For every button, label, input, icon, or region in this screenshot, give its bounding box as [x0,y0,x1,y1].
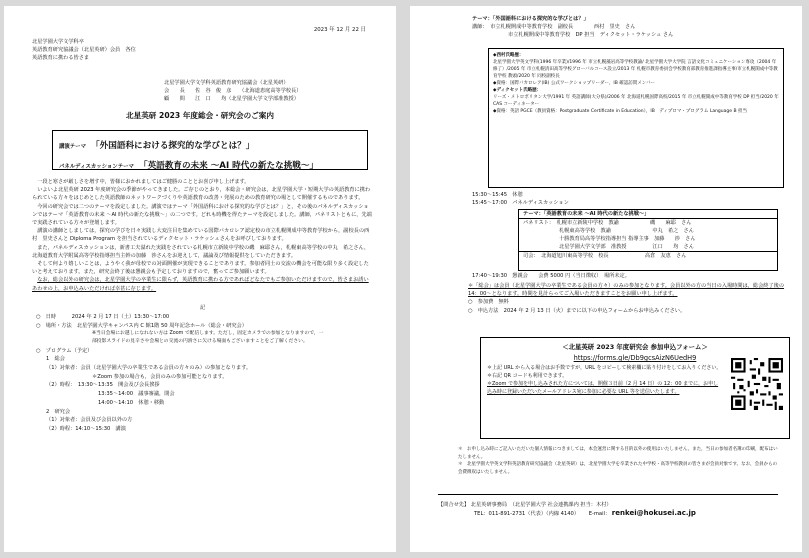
qr-code-icon[interactable] [731,358,783,410]
lecture-theme-text: 「外国語科における探究的な学びとは？」 [91,141,255,151]
note-line: ○ 申込方法 2024 年 2 月 13 日（火）までに以下の申込フォームからお申込みください。 [468,307,686,314]
application-form-box [480,337,790,439]
panelist-table [518,209,778,271]
address-line: 英語教育研究協議会（北星英研）会員 各位 [32,47,136,54]
panel-theme: テーマ：「英語教育の未来 ～AI 時代の新たな挑戦～」 [519,210,777,219]
contact-line [438,509,778,518]
lecture-theme: テーマ：「外国語科における探究的な学びとは？」 [472,16,589,22]
page-title: 北星英研 2023 年度総会・研究会のご案内 [126,111,274,120]
document-date: 2023 年 12 月 22 日 [313,27,366,33]
email-label: E-mail： [588,511,611,518]
party-info: 17:40～19:30 懇親会 会費 5000 円（当日徴収） 場所未定。 [472,273,630,279]
left-page [4,6,396,552]
info-line: 2 研究会 [46,408,71,415]
panel-theme-text: 「英語教育の未来 ～AI 時代の新たな挑戦～」 [138,161,319,171]
panelist-row: 北星学園大学文学部 准教授 江口 均 さん [559,244,694,251]
address-block [32,38,136,62]
lecture-details [472,15,673,39]
info-line: （1）対象者：会員（北星学園大学の卒業生である会員の方々のみ）の参加となります。 [46,365,252,371]
address-line: 北星学園大学文学科卒 [32,39,84,45]
schedule [472,191,569,207]
sender-line: 会 長 佐 谷 俊 彦 （北海道恵庭高等学校長） [164,88,302,95]
ki-heading: 記 [200,305,206,311]
contact-org: 北星英研事務局 （北星学園大学 社会連携課内 担当：木村） [470,502,612,508]
panel-theme-row [59,155,361,175]
bio-text: リーズ・メトロポリタン大学/1991 年 英語講師(大分県)/2006 年 北海道札幌国際高校/2015 年 市立札幌開成中等教育学校 DP 担当/2020 年 CAS コーディネーター [493,95,779,107]
info-line: ※当日会場にお越しになれない方は Zoom で配信します。ただし，固定カメラでの参加となりますので，一部投影スライドの見辛さや会場との交流の円滑さに欠ける場面もございますことをご了解ください。 [92,331,324,344]
lecturer-line: 講師： 市立札幌開成中等教育学校 副校長 西村 里史 さん [472,24,636,31]
info-line: 14:00～14:10 休憩・移動 [98,399,165,406]
contact-block [438,494,778,519]
bio-text: 北星学園大学英文学科(1996 年卒業)/1996 年 市立札幌藻岩高等学校教諭/ 北星学園大学大学院 言語文化コミュニケーション専攻（2004 年修了）/2005 年 市立札幌清田高等学校グローバルコース設立/2013 年 札幌市教育委員会学校教育部教育推進課指導主事/市立札幌開成中等教育学校 教頭/2020 年 同校副校長 [493,60,778,79]
lecturer-line: 市立札幌開成中等教育学校 DP 担当 ディクセット・ラケッシュ さん [508,32,674,39]
letter-body [32,178,372,293]
form-title: ＜北星英研 2023 年度研究会 参加申込フォーム＞ [562,343,708,351]
paragraph: また，パネルディスカッションは，新書工夫溢れた実践をされている札幌市立新陵中学校の磯 麻耶さん，札幌東高等学校の中丸 希之さん，北海道教育大学附属高等学校指導担当主幹の加藤 渉さんをお迎えして，議論及び情報提供をしていただきます。 [32,244,370,259]
bio-heading: ◆ディクセット氏略歴： [493,88,542,93]
lecture-theme-label: 講演テーマ [59,144,86,150]
form-url-link[interactable]: https://forms.gle/Db9gcsAizN6UedH9 [573,354,697,362]
bio-heading: ◆西村氏略歴： [493,53,524,58]
note-line: ○ 参加費 無料 [468,299,509,306]
schedule-line: 15:45～17:00 パネルディスカッション [472,200,569,207]
panelist-row: 札幌東高等学校 教諭 中丸 希之 さん [559,228,694,235]
paragraph: 今回の研究会では二つのテーマを設定しました。講演ではテーマ「外国語科における探究的な学びとは？」と，その後のパネルディスカッションではテーマ「英語教育の未来 ～AI 時代の新たな挑戦～」の二つです。どれも時機を得たテーマを設定しました。講師，パネリストともに，先端で実践されている方々が登壇します。 [32,203,372,227]
info-line: （1）対象者：会員及び会員以外の方 [46,417,133,424]
paragraph: なお，総会以外の研究会は，北星学園大学の卒業生に限らず，英語教育に携わる方であればどなたでもご参加いただけますので，皆さまお誘いあわせの上，お申込みいただければ幸甚に存じます。 [32,277,369,292]
form-note: ＊上記 URL から入る場合はお手数ですが，URL をコピーして検索欄に貼り付けをしてお入りください。 [487,365,722,371]
biography-box [488,48,784,188]
paragraph: そして何より嬉しいことは，ようやく我が母校での対面開催が実現できることであります。参加者同士の交流の機会を可能な限り多く設定したいと考えております。また，研究会終了後は懇親会も予定しておりますので，奮ってご参加願います。 [32,261,369,276]
theme-box [52,130,368,170]
bio-text: ◆資格：英語 PGCE（教員資格：Postgraduate Certificate in Education），IB ディプロマ・プログラム Language B 担当 [493,109,747,114]
contact-label: 【問合せ先】 [438,502,470,508]
info-line: ＊Zoom 参加の場合も，会員のみの参加可能となります。 [92,373,228,380]
panel-theme-label: パネルディスカッションテーマ [59,164,134,170]
paragraph: 講演の講師としましては，探究の学びを日々実践し大変注目を集めている国際バカロレア認定校の市立札幌開成中等教育学校から，副校長の西村 里史さんと Diploma Program を担当されているディクセット・ラケッシュさんをお呼びしております。 [32,228,370,243]
address-line: 英語教育に携わる皆さま [32,55,90,62]
notes [468,282,788,315]
contact-line [438,501,778,509]
info-line: ○ 場所・方法 北星学園大学キャンパス内 C 館1階 50 周年記念ホール（総会・研究会） [36,322,247,329]
footnote: ＊ お申し込み時にご記入いただいた個人情報につきましては，本会運営に関する目的以外の使用はいたしません。また，当日の参加者名簿の印刷，配布はいたしません。 [458,447,778,460]
right-page [410,6,802,552]
paragraph: いよいよ北星英研 2023 年度研究会の季節がやってきました。ご存じのとおり，本総会・研究会は，北星学園大学・短期大学の英語教育に携わられている方々をはじめとした英語教師のネットワークづくりや英語教育の改善・発展のための教育研究の場として開催するものであります。 [32,187,371,202]
footnotes [458,446,778,476]
moderator-row: 司会： 北海道旭川東高等学校 校長 高倉 友恵 さん [519,251,777,260]
note-line: ＊「総会」は会員（北星学園大学の卒業生である会員の方々）のみの参加となります。会員以外の方の当日の入場時間は，総会終了後の 14：00～となります。時間を見計らってご入場いただきますことをお願い申し上げます。 [468,283,785,298]
footnote: ＊ 北星学園大学英文学科英語教育研究協議会（北星英研）は，北星学園大学を卒業された中学校・高等学校教員の皆さまが会員対象です。なお，会員からの会費徴収はいたしません。 [458,462,778,475]
event-info [36,313,326,434]
paragraph: 一段と寒さが厳しさを増す中，皆様におかれましてはご健勝のこととお喜び申し上げます。 [37,179,250,185]
info-line: （2）時程： 13:30～13:35 開会及び会長挨拶 [46,382,160,389]
info-line: ○ プログラム（予定） [36,347,93,354]
bio-text: ◆資格：国際バカロレア(IB) 公式ワークショップリーダー，IB 確認訪問メンバー [493,81,655,86]
email-link[interactable]: renkei@hokusei.ac.jp [611,509,696,518]
info-line: 13:35～14:00 議事審議，閉会 [98,391,175,398]
info-line: 1 総会 [46,356,65,363]
lecture-theme-row [59,135,361,155]
sender-block [164,79,301,103]
info-line: ○ 日時 2024 年 2 月 17 日（土）13:30～17:00 [36,314,170,320]
contact-tel: TEL：011-891-2731（代表）（内線 4140） [474,511,580,518]
panelist-row: パネリスト： 札幌市立新陵中学校 教諭 磯 麻耶 さん [523,220,692,227]
schedule-line: 15:30～15:45 休憩 [472,192,523,198]
form-note: ＊右記 QR コードも利用できます。 [487,372,568,379]
sender-line: 北星学園大学文学科英語教育研究協議会（北星英研） [164,80,289,86]
sender-line: 顧 問 江 口 均（北星学園大学文学部准教授） [164,96,299,103]
panelist-row: 十勝教育局高等学校指導担当 指導主事 加藤 渉 さん [559,236,696,243]
form-note: ＊Zoom で参加を申し込みされた方については，開催３日前（2 月 14 日）の 12：00 までに，お申し込み時に登録いただいたメールアドレス宛に参加に必要な URL 等を送信いたします。 [487,380,719,395]
info-line: （2）時程：14:10～15:30 講演 [46,425,126,432]
